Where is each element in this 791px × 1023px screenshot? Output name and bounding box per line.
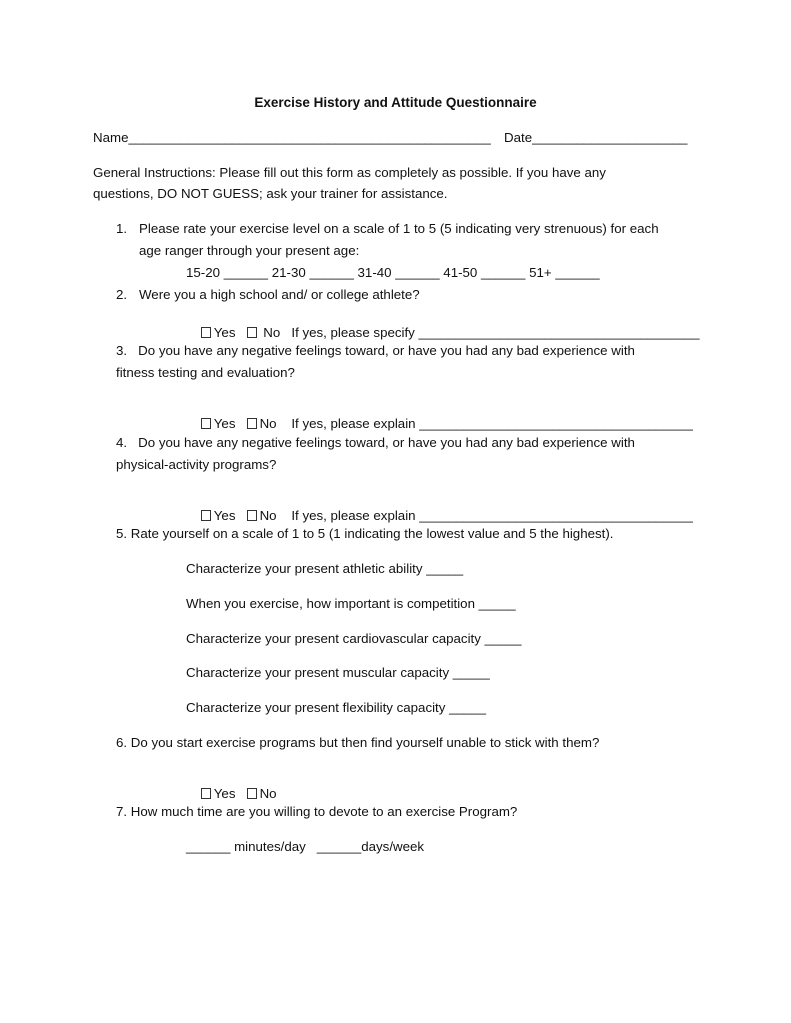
- q7-days-field[interactable]: ______days/week: [316, 839, 425, 854]
- q5-item-flexibility[interactable]: Characterize your present flexibility capacity _____: [186, 700, 487, 715]
- q1-number: 1.: [116, 221, 128, 236]
- q2-yes-option[interactable]: Yes: [201, 325, 236, 341]
- checkbox-icon[interactable]: [201, 418, 211, 429]
- checkbox-icon[interactable]: [247, 510, 257, 521]
- q6-text: 6. Do you start exercise programs but then find yourself unable to stick with them?: [116, 735, 600, 750]
- date-field[interactable]: Date_____________________: [504, 130, 688, 145]
- q1-text-line-2: age ranger through your present age:: [139, 243, 360, 258]
- name-field[interactable]: Name_________________________________________________: [93, 130, 491, 145]
- q3-text-line-1: 3. Do you have any negative feelings toward, or have you had any bad experience with: [116, 343, 635, 358]
- q3-no-option[interactable]: No: [247, 416, 277, 432]
- q2-text: Were you a high school and/ or college athlete?: [139, 287, 420, 302]
- q5-item-athletic-ability[interactable]: Characterize your present athletic ability _____: [186, 561, 464, 576]
- q1-text-line-1: Please rate your exercise level on a scale of 1 to 5 (5 indicating very strenuous) for each: [139, 221, 659, 236]
- page-title: Exercise History and Attitude Questionnaire: [254, 95, 537, 110]
- q5-item-muscular[interactable]: Characterize your present muscular capacity _____: [186, 665, 490, 680]
- q4-text-line-1: 4. Do you have any negative feelings toward, or have you had any bad experience with: [116, 435, 635, 450]
- q5-item-competition[interactable]: When you exercise, how important is competition _____: [186, 596, 516, 611]
- q3-explain-field[interactable]: If yes, please explain _____________________________________: [291, 416, 693, 431]
- q1-age-ranges[interactable]: 15-20 ______ 21-30 ______ 31-40 ______ 41-50 ______ 51+ ______: [186, 265, 600, 280]
- q4-no-option[interactable]: No: [247, 508, 277, 524]
- instructions-line-1: General Instructions: Please fill out this form as completely as possible. If you have any: [93, 165, 606, 180]
- q2-specify-field[interactable]: If yes, please specify ______________________________________: [291, 325, 700, 340]
- q4-explain-field[interactable]: If yes, please explain _____________________________________: [291, 508, 693, 523]
- q5-item-cardiovascular[interactable]: Characterize your present cardiovascular capacity _____: [186, 631, 522, 646]
- instructions-line-2: questions, DO NOT GUESS; ask your trainer for assistance.: [93, 186, 448, 201]
- q6-yes-option[interactable]: Yes: [201, 786, 236, 802]
- checkbox-icon[interactable]: [247, 418, 257, 429]
- q4-text-line-2: physical-activity programs?: [116, 457, 277, 472]
- q6-no-option[interactable]: No: [247, 786, 277, 802]
- q7-answers: [186, 839, 424, 855]
- q4-yes-option[interactable]: Yes: [201, 508, 236, 524]
- checkbox-icon[interactable]: [201, 327, 211, 338]
- checkbox-icon[interactable]: [201, 510, 211, 521]
- q7-minutes-field[interactable]: ______ minutes/day: [186, 839, 306, 854]
- q3-yes-option[interactable]: Yes: [201, 416, 236, 432]
- checkbox-icon[interactable]: [247, 788, 257, 799]
- q5-text: 5. Rate yourself on a scale of 1 to 5 (1 indicating the lowest value and 5 the highest).: [116, 526, 614, 541]
- q2-no-option[interactable]: No: [247, 325, 281, 341]
- checkbox-icon[interactable]: [247, 327, 257, 338]
- q2-number: 2.: [116, 287, 128, 302]
- checkbox-icon[interactable]: [201, 788, 211, 799]
- q7-text: 7. How much time are you willing to devote to an exercise Program?: [116, 804, 518, 819]
- q3-text-line-2: fitness testing and evaluation?: [116, 365, 295, 380]
